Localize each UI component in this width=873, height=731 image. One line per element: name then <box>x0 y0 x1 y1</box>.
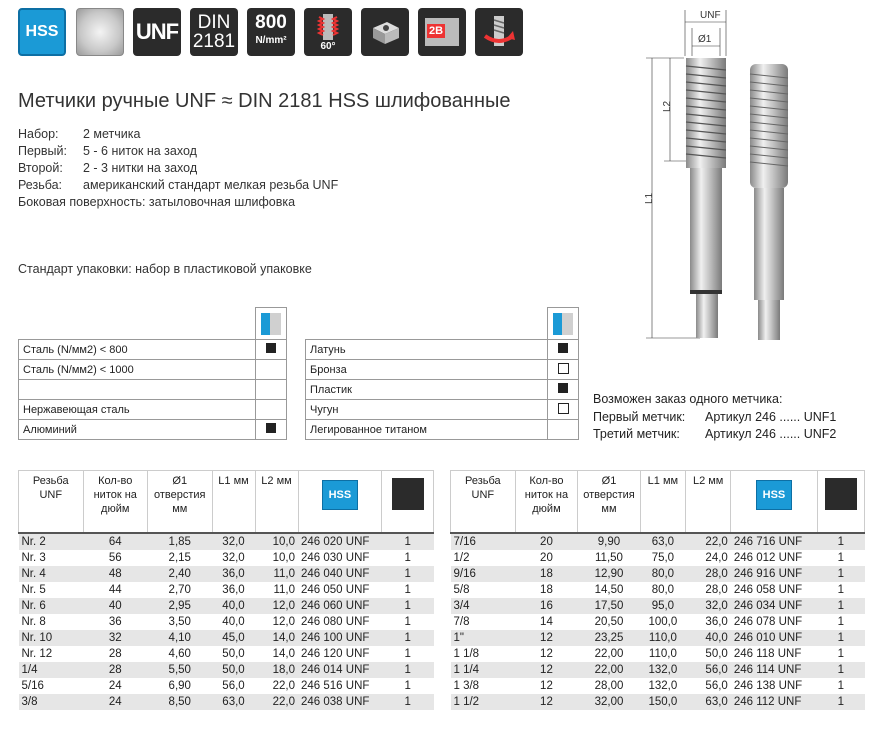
material-label: Пластик <box>306 380 548 400</box>
cell-d1: 4,10 <box>148 630 213 646</box>
tap-groove <box>690 290 722 294</box>
cell-l1: 36,0 <box>212 566 255 582</box>
cell-tpi: 20 <box>515 533 578 550</box>
cell-tpi: 12 <box>515 678 578 694</box>
col-tpi: Кол-во ниток на дюйм <box>515 471 578 533</box>
col-article <box>731 471 817 533</box>
cell-thread: Nr. 5 <box>19 582 84 598</box>
cell-l1: 100,0 <box>640 614 685 630</box>
cell-d1: 14,50 <box>578 582 641 598</box>
square-shank-icon <box>361 8 409 56</box>
table-row <box>19 550 434 566</box>
din-icon-top: DIN <box>197 12 231 33</box>
cell-l1: 110,0 <box>640 646 685 662</box>
col-l2: L2 мм <box>686 471 731 533</box>
order-note-third <box>593 427 836 441</box>
cell-tpi: 48 <box>83 566 148 582</box>
cell-d1: 23,25 <box>578 630 641 646</box>
cell-qty: 1 <box>817 646 864 662</box>
table-row <box>451 646 865 662</box>
thread-profile-icon <box>313 13 343 41</box>
cell-tpi: 44 <box>83 582 148 598</box>
cell-qty: 1 <box>382 550 434 566</box>
spec-second <box>18 161 197 175</box>
material-mark <box>256 400 287 420</box>
mat-header-icon-cell <box>256 308 287 340</box>
dim-l2-label: L2 <box>662 100 673 112</box>
cell-article: 246 038 UNF <box>298 694 382 710</box>
cell-thread: Nr. 3 <box>19 550 84 566</box>
spec-key: Резьба: <box>18 178 63 192</box>
sizes-table-left <box>18 470 434 710</box>
cell-article: 246 020 UNF <box>298 533 382 550</box>
ground-surface-icon <box>76 8 124 56</box>
cell-d1: 32,00 <box>578 694 641 710</box>
col-thread: Резьба UNF <box>451 471 516 533</box>
cell-l1: 132,0 <box>640 662 685 678</box>
materials-table-left <box>18 307 287 440</box>
cell-l2: 10,0 <box>255 533 298 550</box>
unf-icon-label: UNF <box>135 19 179 44</box>
table-row <box>451 694 865 710</box>
cell-l2: 56,0 <box>686 662 731 678</box>
table-row <box>451 566 865 582</box>
material-mark <box>256 380 287 400</box>
cell-tpi: 28 <box>83 646 148 662</box>
cell-article: 246 118 UNF <box>731 646 817 662</box>
cell-thread: Nr. 6 <box>19 598 84 614</box>
cell-l2: 28,0 <box>686 582 731 598</box>
cell-l2: 28,0 <box>686 566 731 582</box>
cell-tpi: 18 <box>515 582 578 598</box>
cell-l1: 32,0 <box>212 550 255 566</box>
order-note-heading: Возможен заказ одного метчика: <box>593 392 783 406</box>
material-label: Латунь <box>306 340 548 360</box>
cell-l1: 50,0 <box>212 662 255 678</box>
spec-set <box>18 127 140 141</box>
material-label: Нержавеющая сталь <box>19 400 256 420</box>
cell-article: 246 010 UNF <box>731 630 817 646</box>
cell-d1: 12,90 <box>578 566 641 582</box>
cell-d1: 11,50 <box>578 550 641 566</box>
unf-icon <box>133 8 181 56</box>
cell-article: 246 040 UNF <box>298 566 382 582</box>
cell-qty: 1 <box>382 662 434 678</box>
hss-icon-label: HSS <box>25 23 59 40</box>
package-icon <box>392 478 424 510</box>
tool-type-icon <box>553 313 573 335</box>
cell-qty: 1 <box>817 630 864 646</box>
cell-l1: 36,0 <box>212 582 255 598</box>
table-row <box>19 630 434 646</box>
tap-square <box>696 294 718 338</box>
caliper-icon <box>425 18 459 46</box>
strength-icon <box>247 8 295 56</box>
sizes-table-right <box>450 470 865 710</box>
material-label: Бронза <box>306 360 548 380</box>
spec-value: 2 метчика <box>83 127 141 141</box>
cell-tpi: 20 <box>515 550 578 566</box>
cell-l2: 50,0 <box>686 646 731 662</box>
cell-l2: 63,0 <box>686 694 731 710</box>
filled-square-icon <box>558 383 568 393</box>
cell-l1: 50,0 <box>212 646 255 662</box>
dim-d1-label: Ø1 <box>698 34 712 45</box>
cell-qty: 1 <box>817 566 864 582</box>
cell-qty: 1 <box>817 662 864 678</box>
table-row <box>451 662 865 678</box>
cell-l1: 32,0 <box>212 533 255 550</box>
strength-icon-bottom: N/mm² <box>255 35 287 46</box>
thread-angle-icon <box>304 8 352 56</box>
cell-qty: 1 <box>382 614 434 630</box>
sizes-table-right-body <box>451 533 865 710</box>
table-row <box>19 566 434 582</box>
cell-thread: Nr. 8 <box>19 614 84 630</box>
cell-d1: 3,50 <box>148 614 213 630</box>
cell-article: 246 058 UNF <box>731 582 817 598</box>
empty-square-icon <box>558 363 569 374</box>
cell-qty: 1 <box>382 598 434 614</box>
spec-value: американский стандарт мелкая резьба UNF <box>83 178 339 192</box>
cell-tpi: 16 <box>515 598 578 614</box>
table-row <box>19 662 434 678</box>
cell-qty: 1 <box>382 678 434 694</box>
cell-article: 246 030 UNF <box>298 550 382 566</box>
col-l1: L1 мм <box>640 471 685 533</box>
cell-l1: 63,0 <box>212 694 255 710</box>
material-mark <box>548 400 579 420</box>
cell-l2: 36,0 <box>686 614 731 630</box>
cell-l2: 56,0 <box>686 678 731 694</box>
order-note-first <box>593 410 836 424</box>
material-label <box>19 380 256 400</box>
cell-tpi: 12 <box>515 630 578 646</box>
col-pack <box>817 471 864 533</box>
cell-tpi: 32 <box>83 630 148 646</box>
cell-l1: 110,0 <box>640 630 685 646</box>
cell-l2: 12,0 <box>255 614 298 630</box>
order-note-key: Третий метчик: <box>593 427 680 441</box>
cell-d1: 2,95 <box>148 598 213 614</box>
cell-tpi: 18 <box>515 566 578 582</box>
packaging-note: Стандарт упаковки: набор в пластиковой упаковке <box>18 262 312 276</box>
cell-l2: 11,0 <box>255 566 298 582</box>
cell-article: 246 716 UNF <box>731 533 817 550</box>
cell-l2: 32,0 <box>686 598 731 614</box>
cell-qty: 1 <box>817 533 864 550</box>
materials-table-right <box>305 307 579 440</box>
cell-qty: 1 <box>817 614 864 630</box>
cell-l1: 56,0 <box>212 678 255 694</box>
cell-qty: 1 <box>817 582 864 598</box>
table-row <box>451 582 865 598</box>
cell-thread: Nr. 4 <box>19 566 84 582</box>
tolerance-icon <box>418 8 466 56</box>
filled-square-icon <box>266 343 276 353</box>
cell-tpi: 28 <box>83 662 148 678</box>
tolerance-label: 2B <box>429 25 444 37</box>
col-thread: Резьба UNF <box>19 471 84 533</box>
cell-l1: 132,0 <box>640 678 685 694</box>
cell-l2: 10,0 <box>255 550 298 566</box>
cell-l1: 150,0 <box>640 694 685 710</box>
cell-thread: 5/8 <box>451 582 516 598</box>
hss-icon <box>18 8 66 56</box>
table-row <box>19 533 434 550</box>
cell-d1: 8,50 <box>148 694 213 710</box>
col-pack <box>382 471 434 533</box>
cell-article: 246 114 UNF <box>731 662 817 678</box>
cell-d1: 2,40 <box>148 566 213 582</box>
cell-thread: 1/4 <box>19 662 84 678</box>
cell-l2: 18,0 <box>255 662 298 678</box>
cell-qty: 1 <box>382 646 434 662</box>
table-row <box>19 614 434 630</box>
spec-side-surface: Боковая поверхность: затыловочная шлифовка <box>18 195 296 209</box>
cell-thread: 3/8 <box>19 694 84 710</box>
cell-l1: 63,0 <box>640 533 685 550</box>
cell-l2: 14,0 <box>255 630 298 646</box>
col-l1: L1 мм <box>212 471 255 533</box>
cell-qty: 1 <box>817 598 864 614</box>
cell-article: 246 112 UNF <box>731 694 817 710</box>
spec-value: 2 - 3 нитки на заход <box>83 161 198 175</box>
cell-tpi: 64 <box>83 533 148 550</box>
material-mark <box>548 340 579 360</box>
cell-d1: 4,60 <box>148 646 213 662</box>
cell-l2: 40,0 <box>686 630 731 646</box>
cell-tpi: 24 <box>83 678 148 694</box>
mat-header-icon-cell <box>548 308 579 340</box>
spec-key: Второй: <box>18 161 63 175</box>
cell-d1: 2,15 <box>148 550 213 566</box>
cell-l2: 22,0 <box>255 694 298 710</box>
order-note-value: Артикул 246 ...... UNF2 <box>705 427 837 441</box>
spec-first <box>18 144 197 158</box>
table-row <box>19 646 434 662</box>
cell-thread: 7/8 <box>451 614 516 630</box>
cell-thread: 1 1/2 <box>451 694 516 710</box>
page-title: Метчики ручные UNF ≈ DIN 2181 HSS шлифованные <box>18 90 511 112</box>
cell-article: 246 080 UNF <box>298 614 382 630</box>
cell-article: 246 100 UNF <box>298 630 382 646</box>
cell-l2: 22,0 <box>255 678 298 694</box>
thread-angle-label: 60° <box>320 40 336 52</box>
cell-l2: 11,0 <box>255 582 298 598</box>
hss-header-icon: HSS <box>756 480 792 510</box>
cell-d1: 1,85 <box>148 533 213 550</box>
cell-l1: 40,0 <box>212 598 255 614</box>
cell-l1: 80,0 <box>640 582 685 598</box>
tap2-shank <box>754 188 784 300</box>
cell-tpi: 14 <box>515 614 578 630</box>
cell-thread: 5/16 <box>19 678 84 694</box>
cell-article: 246 034 UNF <box>731 598 817 614</box>
cell-qty: 1 <box>382 630 434 646</box>
cell-article: 246 060 UNF <box>298 598 382 614</box>
cell-tpi: 56 <box>83 550 148 566</box>
cell-d1: 22,00 <box>578 646 641 662</box>
table-row <box>451 598 865 614</box>
cell-qty: 1 <box>817 678 864 694</box>
table-row <box>451 630 865 646</box>
spec-key: Набор: <box>18 127 59 141</box>
table-row <box>19 598 434 614</box>
cell-thread: 7/16 <box>451 533 516 550</box>
table-row <box>451 533 865 550</box>
cell-thread: 1 1/8 <box>451 646 516 662</box>
cell-thread: 1" <box>451 630 516 646</box>
cell-l1: 80,0 <box>640 566 685 582</box>
cell-l1: 95,0 <box>640 598 685 614</box>
din-icon <box>190 8 238 56</box>
sizes-table-left-body <box>19 533 434 710</box>
din-icon-bottom: 2181 <box>192 31 236 52</box>
cell-l2: 24,0 <box>686 550 731 566</box>
material-label: Алюминий <box>19 420 256 440</box>
material-mark <box>256 340 287 360</box>
cell-tpi: 12 <box>515 646 578 662</box>
cell-tpi: 24 <box>83 694 148 710</box>
cell-article: 246 012 UNF <box>731 550 817 566</box>
mat-header-blank <box>19 308 256 340</box>
cell-tpi: 12 <box>515 694 578 710</box>
cell-qty: 1 <box>382 694 434 710</box>
cell-article: 246 138 UNF <box>731 678 817 694</box>
cell-qty: 1 <box>382 566 434 582</box>
cell-d1: 20,50 <box>578 614 641 630</box>
material-mark <box>548 360 579 380</box>
cell-d1: 28,00 <box>578 678 641 694</box>
tap-shank <box>690 168 722 290</box>
material-label: Легированное титаном <box>306 420 548 440</box>
cell-l2: 14,0 <box>255 646 298 662</box>
hss-header-icon: HSS <box>322 480 358 510</box>
cell-d1: 9,90 <box>578 533 641 550</box>
filled-square-icon <box>558 343 568 353</box>
cell-tpi: 36 <box>83 614 148 630</box>
table-row <box>19 582 434 598</box>
filled-square-icon <box>266 423 276 433</box>
empty-square-icon <box>558 403 569 414</box>
cell-article: 246 916 UNF <box>731 566 817 582</box>
material-label: Чугун <box>306 400 548 420</box>
cell-article: 246 078 UNF <box>731 614 817 630</box>
cell-tpi: 12 <box>515 662 578 678</box>
cell-d1: 22,00 <box>578 662 641 678</box>
strength-icon-top: 800 <box>255 12 287 33</box>
square-shank-shape <box>367 16 403 48</box>
cell-qty: 1 <box>382 582 434 598</box>
cell-thread: Nr. 12 <box>19 646 84 662</box>
col-tpi: Кол-во ниток на дюйм <box>83 471 148 533</box>
rotation-arrow-icon <box>482 14 516 50</box>
col-d1: Ø1 отверстия мм <box>148 471 213 533</box>
material-mark <box>256 420 287 440</box>
cell-tpi: 40 <box>83 598 148 614</box>
material-label: Сталь (N/мм2) < 800 <box>19 340 256 360</box>
spec-key: Первый: <box>18 144 67 158</box>
tap-drawing <box>640 6 870 346</box>
cell-l1: 45,0 <box>212 630 255 646</box>
order-note-value: Артикул 246 ...... UNF1 <box>705 410 837 424</box>
cell-d1: 2,70 <box>148 582 213 598</box>
dim-l1-label: L1 <box>644 192 655 204</box>
cell-l2: 12,0 <box>255 598 298 614</box>
cell-qty: 1 <box>817 694 864 710</box>
tap2-square <box>758 300 780 340</box>
spec-thread <box>18 178 338 192</box>
order-note-key: Первый метчик: <box>593 410 686 424</box>
cell-article: 246 014 UNF <box>298 662 382 678</box>
cell-d1: 5,50 <box>148 662 213 678</box>
cell-thread: 1 3/8 <box>451 678 516 694</box>
cell-d1: 6,90 <box>148 678 213 694</box>
col-article <box>298 471 382 533</box>
mat-header-blank <box>306 308 548 340</box>
table-row <box>19 678 434 694</box>
cell-d1: 17,50 <box>578 598 641 614</box>
cell-thread: 3/4 <box>451 598 516 614</box>
tool-type-icon <box>261 313 281 335</box>
cell-article: 246 120 UNF <box>298 646 382 662</box>
cell-thread: Nr. 2 <box>19 533 84 550</box>
cell-thread: 1/2 <box>451 550 516 566</box>
cell-article: 246 050 UNF <box>298 582 382 598</box>
cell-qty: 1 <box>817 550 864 566</box>
cell-qty: 1 <box>382 533 434 550</box>
cell-thread: 1 1/4 <box>451 662 516 678</box>
cell-article: 246 516 UNF <box>298 678 382 694</box>
material-mark <box>548 420 579 440</box>
cell-l1: 40,0 <box>212 614 255 630</box>
cell-l2: 22,0 <box>686 533 731 550</box>
package-icon <box>825 478 857 510</box>
table-row <box>451 678 865 694</box>
cell-thread: Nr. 10 <box>19 630 84 646</box>
dim-unf-label: UNF <box>700 10 721 21</box>
spec-value: 5 - 6 ниток на заход <box>83 144 197 158</box>
cell-thread: 9/16 <box>451 566 516 582</box>
table-row <box>451 614 865 630</box>
table-row <box>451 550 865 566</box>
right-hand-thread-icon <box>475 8 523 56</box>
cell-l1: 75,0 <box>640 550 685 566</box>
col-l2: L2 мм <box>255 471 298 533</box>
col-d1: Ø1 отверстия мм <box>578 471 641 533</box>
material-mark <box>548 380 579 400</box>
material-mark <box>256 360 287 380</box>
material-label: Сталь (N/мм2) < 1000 <box>19 360 256 380</box>
table-row <box>19 694 434 710</box>
